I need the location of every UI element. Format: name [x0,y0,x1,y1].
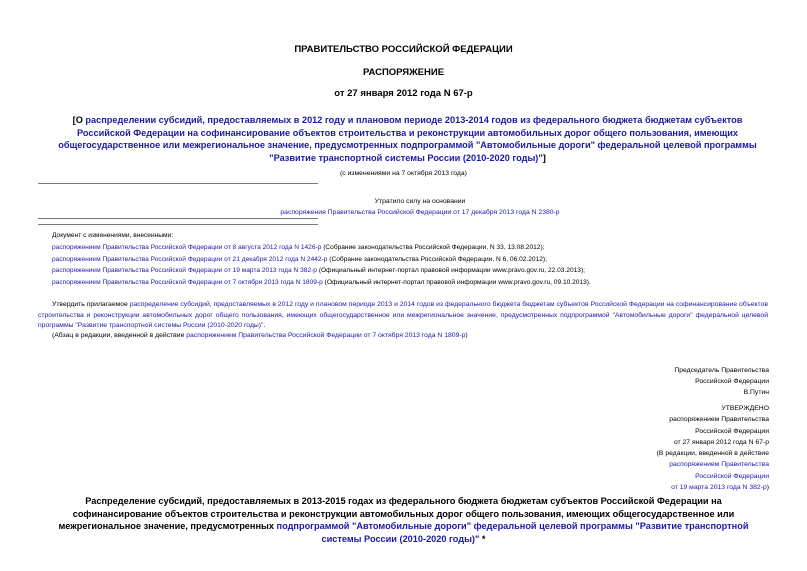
distribution-title-text: Распределение субсидий, предоставляемых в 2013-2015 годах из федерального бюджета бюджетам субъектов Российской Федерации на софинансирование объектов строительства и реконструкции автомобильных дорог общего пользования, имеющих общегосударственное или межрегиональное значение, предусмотренных [58,496,735,531]
abzac-tail: ) [465,332,468,339]
distribution-title-link[interactable]: подпрограммой "Автомобильные дороги" федеральной целевой программы "Развитие транспортной системы России (2010-2020 годы)" [276,521,749,544]
approved-close: ) [766,484,769,492]
change-item [52,254,591,266]
signature-line: Российской Федерации [695,377,769,385]
change-link[interactable]: распоряжением Правительства Российской Федерации от 8 августа 2012 года N 1426-р [52,243,322,251]
approved-line: Российской Федерации [695,427,769,435]
approved-heading: УТВЕРЖДЕНО [721,405,769,412]
main-link[interactable]: распределение субсидий, предоставляемых в 2012 году и плановом периоде 2013 и 2014 годов из федерального бюджета бюджетам субъектов Российской Федерации на софинансирование объектов строительства и реконструкции автомобильных дорог общего пользования, имеющих общегосударственное или межрегиональное значение, предусмотренных подпрограммой "Автомобильные дороги" федеральной целевой программы "Развитие транспортной системы России (2010-2020 годы)" [38,301,768,329]
document-type-heading: РАСПОРЯЖЕНИЕ [362,67,445,78]
approved-line: от 27 января 2012 года N 67-р [673,438,769,446]
change-source: (Собрание законодательства Российской Федерации, N 6, 06.02.2012); [327,255,547,263]
abzac-link[interactable]: распоряжением Правительства Российской Федерации от 7 октября 2013 года N 1809-р [186,332,466,339]
lost-force-block [250,196,590,218]
government-heading: ПРАВИТЕЛЬСТВО РОССИЙСКОЙ ФЕДЕРАЦИИ [294,44,513,55]
approved-link[interactable]: распоряжением Правительства [669,461,769,469]
approved-line: распоряжением Правительства [669,416,769,424]
abzac-note [52,332,468,339]
signature-block [674,366,769,398]
change-source: (Собрание законодательства Российской Федерации, N 33, 13.08.2012); [321,243,545,251]
change-item [52,242,591,254]
approved-link[interactable]: Российской Федерации [695,472,769,480]
distribution-title [40,495,767,545]
lost-force-text: Утратило силу на основании [374,198,466,205]
approved-block [657,403,769,493]
signature-line: Председатель Правительства [674,367,769,374]
abzac-lead: (Абзац в редакции, введенной в действие [52,332,187,339]
main-lead: Утвердить прилагаемое [52,301,130,308]
divider-line [38,224,318,225]
date-number-heading: от 27 января 2012 года N 67-р [334,88,473,99]
distribution-title-tail: * [479,533,486,544]
signature-name: В.Путин [743,388,769,396]
lost-force-link[interactable]: распоряжения Правительства Российской Федерации от 17 декабря 2013 года N 2380-р [280,209,560,216]
change-link[interactable]: распоряжением Правительства Российской Федерации от 7 октября 2013 года N 1809-р [52,279,323,287]
main-tail: . [263,322,266,329]
approved-link[interactable]: от 19 марта 2013 года N 382-р [671,484,767,492]
changes-intro: Документ с изменениями, внесенными: [52,232,174,239]
change-source: (Официальный интернет-портал правовой информации www.pravo.gov.ru, 22.03.2013); [316,267,585,275]
main-paragraph [38,300,768,332]
divider-line [38,218,318,219]
document-title [50,114,765,164]
change-link[interactable]: распоряжением Правительства Российской Федерации от 19 марта 2013 года N 382-р [52,267,317,275]
change-link[interactable]: распоряжением Правительства Российской Федерации от 21 декабря 2012 года N 2442-р [52,255,328,263]
change-source: (Официальный интернет-портал правовой информации www.pravo.gov.ru, 09.10.2013). [322,279,591,287]
changes-list [52,230,591,289]
edition-note: (с изменениями на 7 октября 2013 года) [340,170,467,177]
title-open-bracket: [О [72,115,86,125]
approved-line: (В редакции, введенной в действие [656,450,769,458]
divider-line [38,183,318,184]
change-item [52,265,591,277]
title-close-bracket: ] [542,152,546,163]
change-item [52,277,591,289]
title-link[interactable]: распределении субсидий, предоставляемых в 2012 году и плановом периоде 2013-2014 годов из федерального бюджета бюджетам субъектов Российской Федерации на софинансирование объектов строительства и реконструкции автомобильных дорог общего пользования, имеющих общегосударственное или межрегиональное значение, предусмотренных подпрограммой "Автомобильные дороги" федеральной целевой программы "Развитие транспортной системы России (2010-2020 годы)" [58,115,757,163]
